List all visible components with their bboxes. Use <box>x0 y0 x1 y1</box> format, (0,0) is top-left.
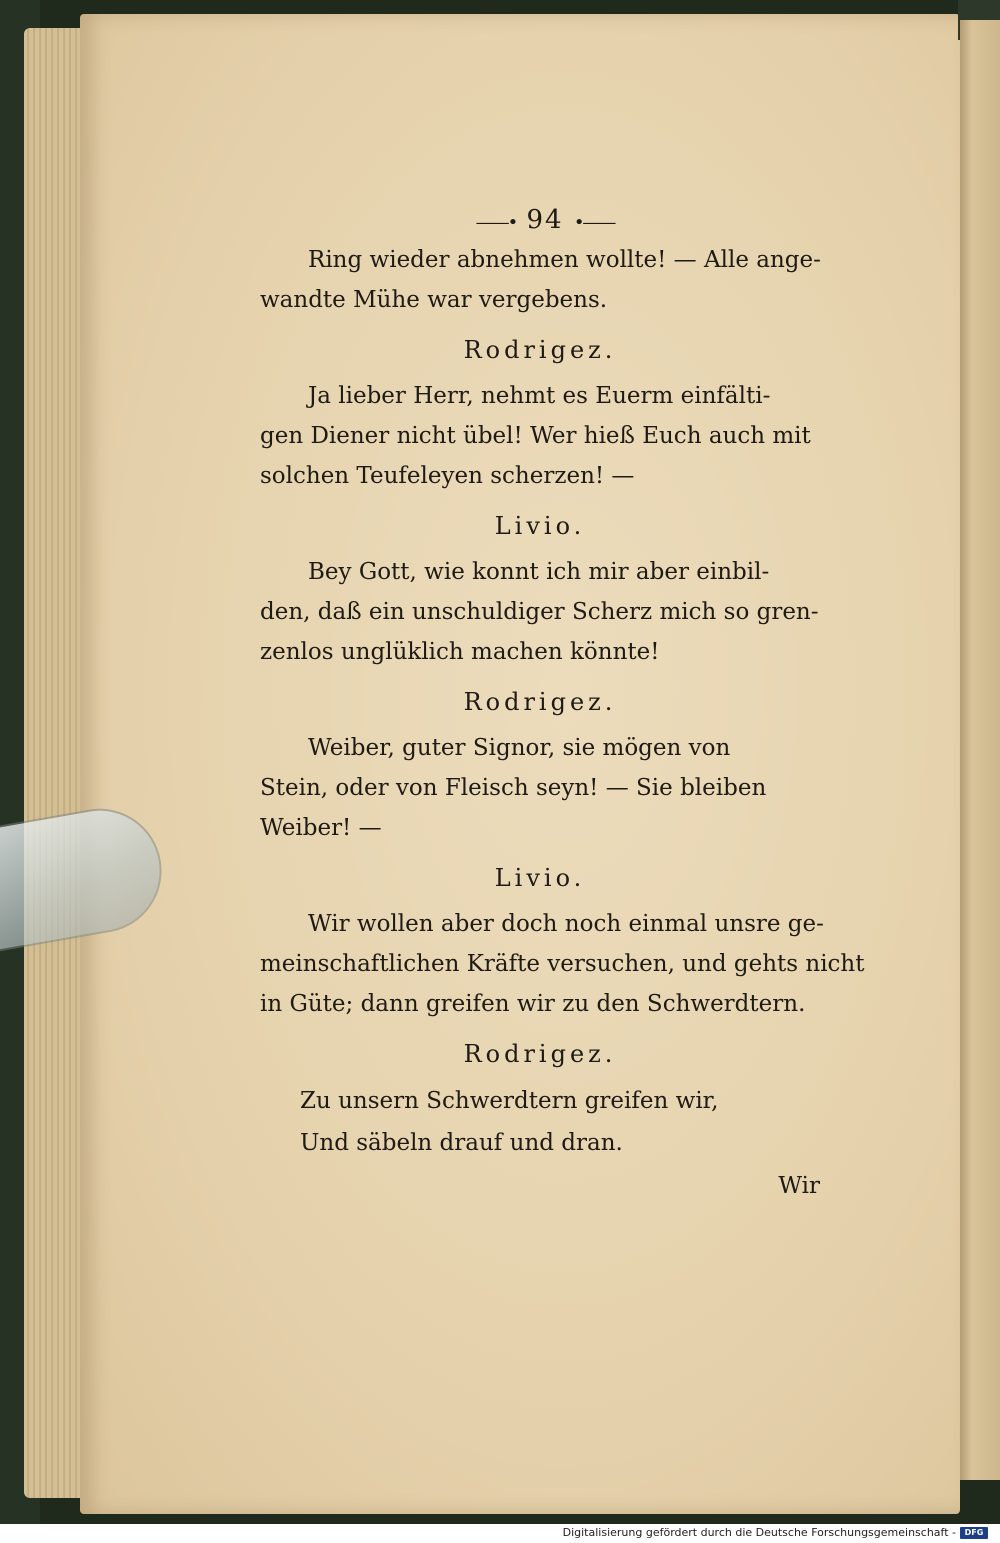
text-line: Wir wollen aber doch noch einmal unsre ge- <box>308 911 824 937</box>
text-blocks <box>260 240 865 1164</box>
speaker-name: Rodrigez. <box>463 688 617 716</box>
speaker-name: Livio. <box>494 864 586 892</box>
facing-page-edge <box>960 20 1000 1480</box>
text-line: Ja lieber Herr, nehmt es Euerm einfälti- <box>308 383 771 409</box>
catchword: Wir <box>778 1173 820 1199</box>
paragraph <box>260 552 820 672</box>
text-line: wandte Mühe war vergebens. <box>260 287 608 313</box>
text-line: Bey Gott, wie konnt ich mir aber einbil- <box>308 559 770 585</box>
paragraph <box>260 904 865 1024</box>
text-line: Zu unsern Schwerdtern greifen wir, <box>300 1088 719 1114</box>
text-line: Weiber, guter Signor, sie mögen von <box>308 735 731 761</box>
funding-credit: Digitalisierung gefördert durch die Deutsche Forschungsgemeinschaft - <box>562 1526 956 1539</box>
text-line: Und säbeln drauf und dran. <box>300 1130 623 1156</box>
text-line: in Güte; dann greifen wir zu den Schwerdtern. <box>260 991 806 1017</box>
text-line: Weiber! — <box>260 815 382 841</box>
text-line: Ring wieder abnehmen wollte! — Alle ange- <box>308 247 821 273</box>
speaker-name: Rodrigez. <box>463 336 617 364</box>
paragraph <box>260 376 820 496</box>
header-ornament-right: •—— <box>573 212 615 233</box>
text-line: meinschaftlichen Kräfte versuchen, und gehts nicht <box>260 951 865 977</box>
dfg-logo: DFG <box>960 1527 988 1539</box>
text-line: gen Diener nicht übel! Wer hieß Euch auch mit <box>260 423 811 449</box>
page-number: 94 <box>526 205 564 235</box>
paragraph <box>260 240 820 320</box>
text-line: solchen Teufeleyen scherzen! — <box>260 463 635 489</box>
header-ornament-left: ——• <box>475 212 517 233</box>
text-line: den, daß ein unschuldiger Scherz mich so gren- <box>260 599 819 625</box>
page-header <box>270 200 820 240</box>
text-line: Stein, oder von Fleisch seyn! — Sie bleiben <box>260 775 767 801</box>
verse-block <box>260 1080 820 1164</box>
paragraph <box>260 728 820 848</box>
speaker-name: Livio. <box>494 512 586 540</box>
page-text <box>260 200 865 1206</box>
speaker-name: Rodrigez. <box>463 1040 617 1068</box>
text-line: zenlos unglüklich machen könnte! <box>260 639 660 665</box>
